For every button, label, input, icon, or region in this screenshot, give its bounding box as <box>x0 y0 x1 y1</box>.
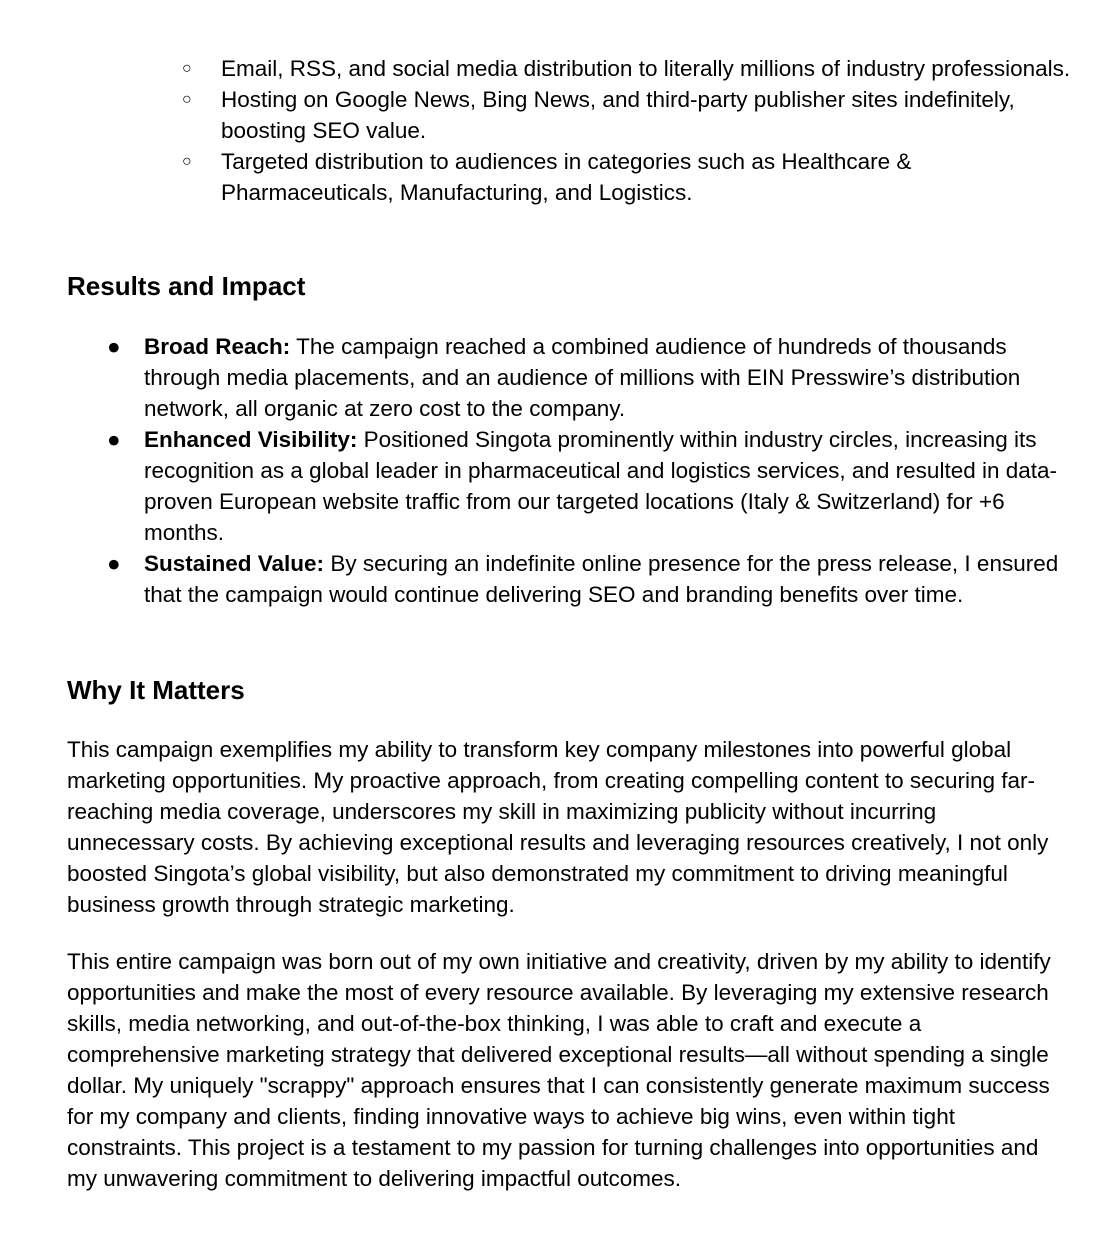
list-item-label: Enhanced Visibility: <box>144 427 358 452</box>
list-item <box>0 84 1114 146</box>
filled-dot-bullet-icon: ● <box>107 334 121 359</box>
filled-dot-bullet-icon: ● <box>107 551 121 576</box>
list-item <box>0 53 1114 84</box>
hollow-circle-bullet-icon: ○ <box>182 91 192 108</box>
list-item-text: Targeted distribution to audiences in categories such as Healthcare & Pharmaceuticals, Manufacturing, and Logistics. <box>221 149 912 205</box>
hollow-circle-bullet-icon: ○ <box>182 60 192 77</box>
why-heading: Why It Matters <box>67 675 245 705</box>
list-item-text: Positioned Singota prominently within industry circles, increasing its recognition as a global leader in pharmaceutical and logistics services, and resulted in data-proven European website traffic from our targeted locations (Italy & Switzerland) for +6 months. <box>144 427 1058 545</box>
distribution-sub-list <box>0 53 1114 208</box>
list-item <box>0 548 1114 610</box>
filled-dot-bullet-icon: ● <box>107 427 121 452</box>
results-heading: Results and Impact <box>67 271 306 301</box>
list-item-text: By securing an indefinite online presence for the press release, I ensured that the campaign would continue delivering SEO and branding benefits over time. <box>144 551 1059 607</box>
list-item-label: Broad Reach: <box>144 334 291 359</box>
list-item <box>0 424 1114 548</box>
hollow-circle-bullet-icon: ○ <box>182 153 192 170</box>
list-item-text: Hosting on Google News, Bing News, and third-party publisher sites indefinitely, boosting SEO value. <box>221 87 1015 143</box>
list-item-label: Sustained Value: <box>144 551 325 576</box>
why-paragraph: This entire campaign was born out of my own initiative and creativity, driven by my ability to identify opportunities and make the most of every resource available. By leveraging my extensive research skills, media networking, and out-of-the-box thinking, I was able to craft and execute a comprehensive marketing strategy that delivered exceptional results—all without spending a single dollar. My uniquely "scrappy" approach ensures that I can consistently generate maximum success for my company and clients, finding innovative ways to achieve big wins, even within tight constraints. This project is a testament to my passion for turning challenges into opportunities and my unwavering commitment to delivering impactful outcomes. <box>67 949 1051 1191</box>
list-item-text: The campaign reached a combined audience of hundreds of thousands through media placements, and an audience of millions with EIN Presswire’s distribution network, all organic at zero cost to the company. <box>144 334 1021 421</box>
list-item <box>0 331 1114 424</box>
list-item <box>0 146 1114 208</box>
list-item-text: Email, RSS, and social media distribution to literally millions of industry professionals. <box>221 56 1071 81</box>
results-list <box>0 331 1114 610</box>
why-paragraph: This campaign exemplifies my ability to transform key company milestones into powerful global marketing opportunities. My proactive approach, from creating compelling content to securing far-reaching media coverage, underscores my skill in maximizing publicity without incurring unnecessary costs. By achieving exceptional results and leveraging resources creatively, I not only boosted Singota’s global visibility, but also demonstrated my commitment to driving meaningful business growth through strategic marketing. <box>67 737 1049 917</box>
